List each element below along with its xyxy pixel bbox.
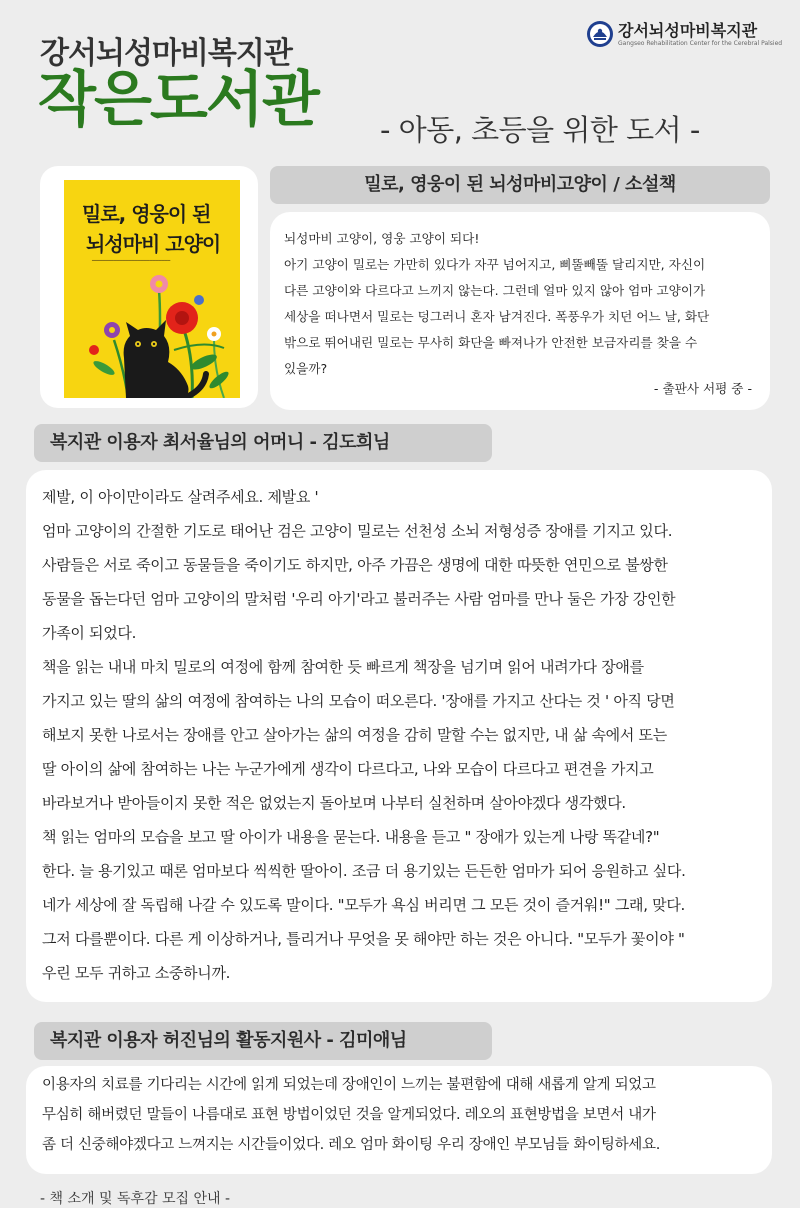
cover-author-line: ━━━━━━━━━━━━━━━━━━━━━━━━━━ (92, 258, 171, 264)
footer-partial-text: - 책 소개 및 독후감 모집 안내 - (40, 1191, 231, 1207)
text-line: 해보지 못한 나로서는 장애를 안고 살아가는 삶의 여정을 감히 말할 수는 없지만, 내 삶 속에서 또는 (42, 726, 667, 744)
supporter-review-panel (26, 1066, 772, 1174)
text-line: 바라보거나 받아들이지 못한 적은 없었는지 돌아보며 나부터 실천하며 살아야겠다 생각했다. (42, 794, 626, 812)
text-line: 제발, 이 아이만이라도 살려주세요. 제발요 ' (42, 488, 319, 506)
page-subtitle: - 아동, 초등을 위한 도서 - (380, 113, 700, 147)
review-line: 아기 고양이 밀로는 가만히 있다가 자꾸 넘어지고, 삐뚤빼뚤 달리지만, 자신이 (284, 257, 706, 272)
org-logo (586, 16, 786, 56)
text-line: 한다. 늘 용기있고 때론 엄마보다 씩씩한 딸아이. 조금 더 용기있는 든든한 엄마가 되어 응원하고 싶다. (42, 862, 686, 880)
page-title: 작은도서관 (38, 65, 318, 135)
cover-title-line2: 뇌성마비 고양이 (86, 232, 221, 256)
text-line: 엄마 고양이의 간절한 기도로 태어난 검은 고양이 밀로는 선천성 소뇌 저형성증 장애를 기지고 있다. (42, 522, 673, 540)
book-title-heading: 밀로, 영웅이 된 뇌성마비고양이 / 소설책 (270, 166, 770, 204)
text-line: 무심히 해버렸던 말들이 나름대로 표현 방법이었던 것을 알게되었다. 레오의 표현방법을 보면서 내가 (42, 1107, 656, 1123)
section-heading-supporter-review: 복지관 이용자 허진님의 활동지원사 - 김미애님 (34, 1022, 492, 1060)
org-title: 강서뇌성마비복지관 (40, 36, 292, 71)
text-line: 그저 다를뿐이다. 다른 게 이상하거나, 틀리거나 무엇을 못 해야만 하는 것은 아니다. "모두가 꽃이야 " (42, 930, 685, 948)
text-line: 이용자의 치료를 기다리는 시간에 읽게 되었는데 장애인이 느끼는 불편함에 대해 새롭게 알게 되었고 (42, 1077, 656, 1093)
book-cover (64, 180, 240, 398)
book-review-panel (270, 212, 770, 410)
review-line: 세상을 떠나면서 밀로는 덩그러니 혼자 남겨진다. 폭풍우가 치던 어느 날, 화단 (284, 309, 710, 324)
text-line: 사람들은 서로 죽이고 동물들을 죽이기도 하지만, 아주 가끔은 생명에 대한 따뜻한 연민으로 불쌍한 (42, 556, 668, 574)
review-line: 밖으로 뛰어내린 밀로는 무사히 화단을 빠져나가 안전한 보금자리를 찾을 수 (284, 335, 698, 350)
review-source: - 출판사 서평 중 - (653, 381, 752, 396)
cat-with-flowers-illustration (64, 270, 240, 398)
review-line: 다른 고양이와 다르다고 느끼지 않는다. 그런데 얼마 있지 않아 엄마 고양이가 (284, 283, 706, 298)
text-line: 우린 모두 귀하고 소중하니까. (42, 964, 231, 982)
review-line: 뇌성마비 고양이, 영웅 고양이 되다! (284, 231, 480, 246)
cover-title-line1: 밀로, 영웅이 된 (82, 202, 211, 226)
text-line: 네가 세상에 잘 독립해 나갈 수 있도록 말이다. "모두가 욕심 버리면 그 모든 것이 즐거워!" 그래, 맞다. (42, 896, 686, 914)
text-line: 책 읽는 엄마의 모습을 보고 딸 아이가 내용을 묻는다. 내용을 듣고 " 장애가 있는게 나랑 똑같네?" (42, 828, 660, 846)
text-line: 딸 아이의 삶에 참여하는 나는 누군가에게 생각이 다르다고, 나와 모습이 다르다고 편견을 가지고 (42, 760, 654, 778)
text-line: 가지고 있는 딸의 삶의 여정에 참여하는 나의 모습이 떠오른다. '장애를 가지고 산다는 것 ' 아직 당면 (42, 692, 675, 710)
text-line: 좀 더 신중해야겠다고 느껴지는 시간들이었다. 레오 엄마 화이팅 우리 장애인 부모님들 화이팅하세요. (42, 1137, 661, 1153)
review-line: 있을까? (284, 361, 328, 376)
logo-english-name: Gangseo Rehabilitation Center for the Cerebral Palsied (618, 40, 783, 47)
text-line: 책을 읽는 내내 마치 밀로의 여정에 함께 참여한 듯 빠르게 책장을 넘기며 읽어 내려가다 장애를 (42, 658, 644, 676)
section-heading-mother-review: 복지관 이용자 최서율님의 어머니 - 김도희님 (34, 424, 492, 462)
emblem-icon (586, 20, 614, 48)
text-line: 가족이 되었다. (42, 624, 137, 642)
text-line: 동물을 돕는다던 엄마 고양이의 말처럼 '우리 아기'라고 불러주는 사람 엄마를 만나 둘은 가장 강인한 (42, 590, 676, 608)
mother-review-panel (26, 470, 772, 1002)
logo-name: 강서뇌성마비복지관 (618, 21, 758, 40)
